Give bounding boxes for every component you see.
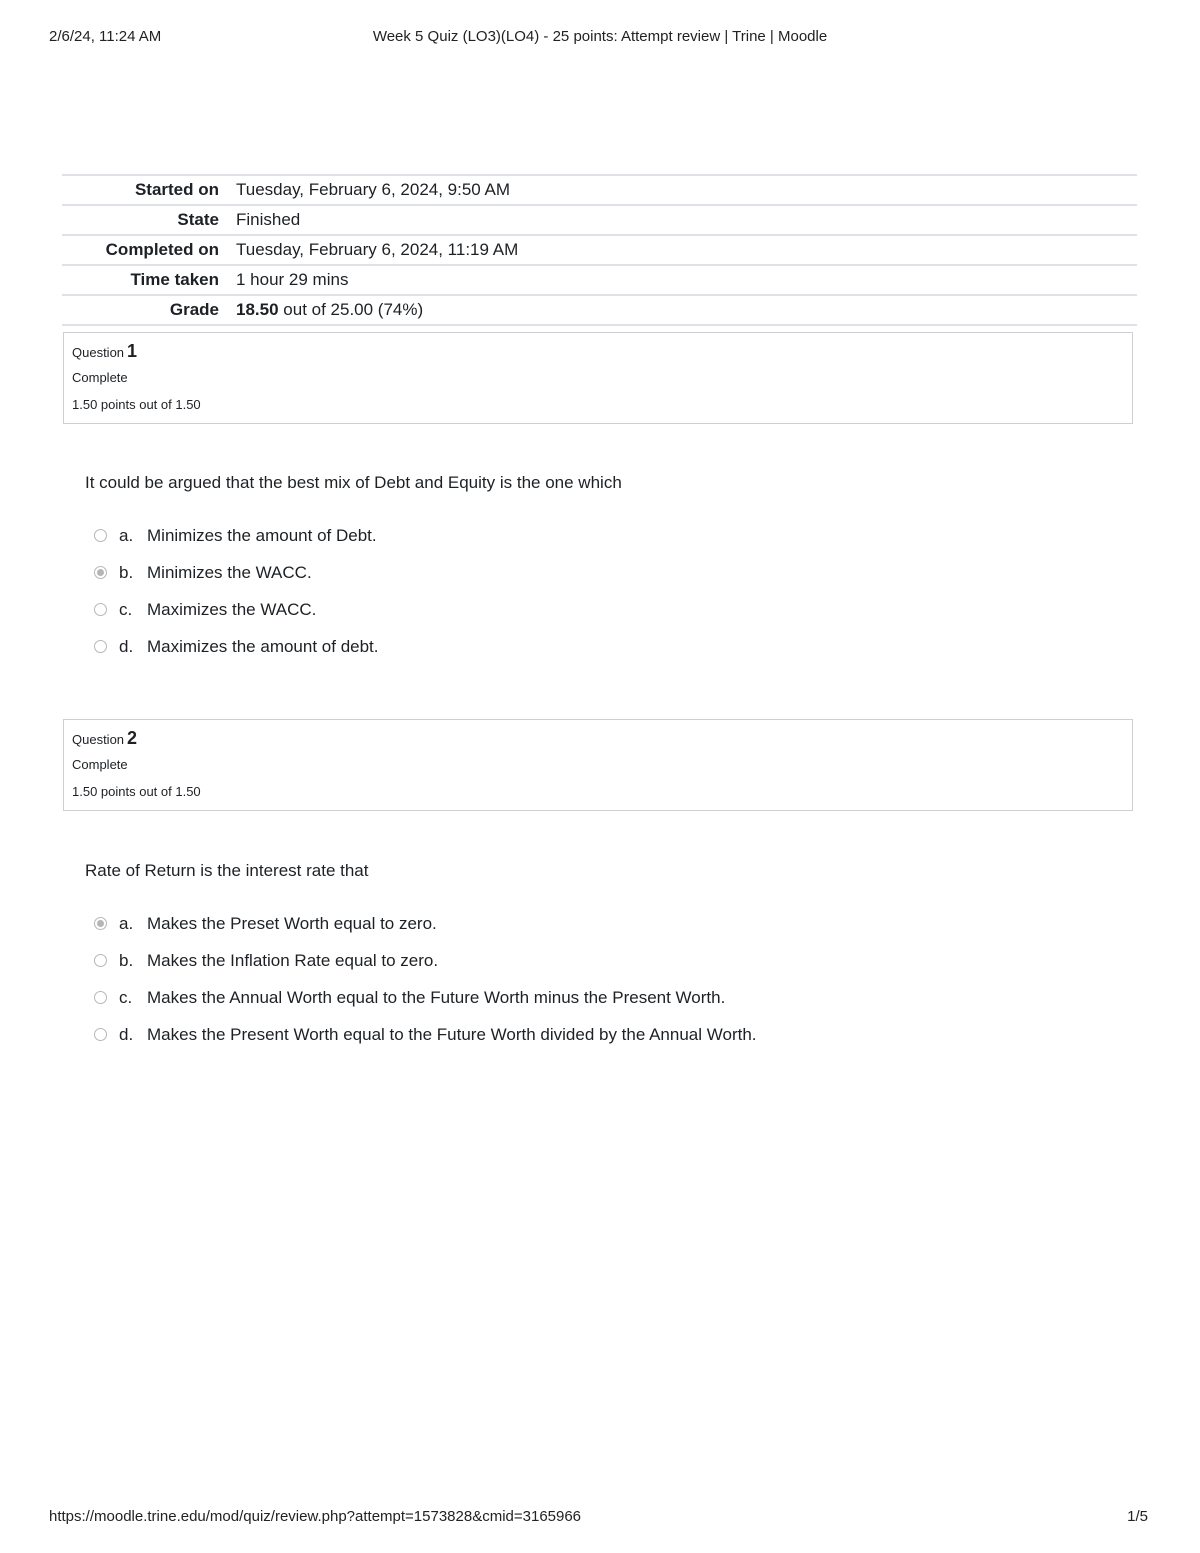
- option-text: Maximizes the WACC.: [147, 599, 317, 619]
- option-text: Minimizes the amount of Debt.: [147, 525, 377, 545]
- option-letter: c.: [119, 987, 133, 1007]
- summary-row-state: [62, 205, 1137, 235]
- option-text: Minimizes the WACC.: [147, 562, 312, 582]
- summary-value: 1 hour 29 mins: [236, 270, 349, 289]
- radio-button[interactable]: [94, 954, 107, 967]
- question-state: Complete: [72, 757, 128, 772]
- question-label: Question: [72, 345, 125, 360]
- question-number: [72, 341, 1124, 362]
- summary-value: Tuesday, February 6, 2024, 11:19 AM: [236, 240, 519, 259]
- summary-value: Tuesday, February 6, 2024, 9:50 AM: [236, 180, 511, 199]
- question-info-2: [63, 719, 1133, 811]
- print-date: 2/6/24, 11:24 AM: [49, 28, 162, 45]
- summary-label: Time taken: [130, 270, 219, 289]
- radio-button[interactable]: [94, 603, 107, 616]
- answer-list-1: [94, 517, 994, 665]
- grade-score: 18.50: [236, 300, 279, 319]
- answer-list-2: [94, 905, 994, 1053]
- question-grade: 1.50 points out of 1.50: [72, 397, 201, 412]
- question-info-1: [63, 332, 1133, 424]
- radio-button[interactable]: [94, 1028, 107, 1041]
- summary-row-completed: [62, 235, 1137, 265]
- question-number: [72, 728, 1124, 749]
- option-text: Maximizes the amount of debt.: [147, 636, 379, 656]
- grade-rest: out of 25.00 (74%): [283, 300, 424, 319]
- answer-option[interactable]: [94, 979, 994, 1016]
- attempt-summary: [62, 174, 1137, 326]
- question-text-2: Rate of Return is the interest rate that: [85, 861, 369, 880]
- summary-value: Finished: [236, 210, 301, 229]
- option-letter: d.: [119, 636, 134, 656]
- answer-option[interactable]: [94, 1016, 994, 1053]
- option-letter: b.: [119, 562, 134, 582]
- print-title: Week 5 Quiz (LO3)(LO4) - 25 points: Attempt review | Trine | Moodle: [372, 28, 828, 45]
- option-text: Makes the Inflation Rate equal to zero.: [147, 950, 439, 970]
- radio-button[interactable]: [94, 991, 107, 1004]
- summary-value: [236, 295, 1137, 325]
- summary-row-started: [62, 175, 1137, 205]
- radio-button[interactable]: [94, 640, 107, 653]
- question-grade: 1.50 points out of 1.50: [72, 784, 201, 799]
- answer-option[interactable]: [94, 591, 994, 628]
- answer-option[interactable]: [94, 942, 994, 979]
- option-letter: a.: [119, 525, 134, 545]
- radio-button-selected[interactable]: [94, 917, 107, 930]
- option-letter: a.: [119, 913, 134, 933]
- question-state: Complete: [72, 370, 128, 385]
- option-letter: d.: [119, 1024, 134, 1044]
- option-text: Makes the Present Worth equal to the Future Worth divided by the Annual Worth.: [147, 1024, 757, 1044]
- radio-button-selected[interactable]: [94, 566, 107, 579]
- question-label: Question: [72, 732, 125, 747]
- question-number-value: 1: [127, 341, 138, 361]
- radio-button[interactable]: [94, 529, 107, 542]
- answer-option[interactable]: [94, 905, 994, 942]
- summary-label: Started on: [134, 180, 219, 199]
- answer-option[interactable]: [94, 554, 994, 591]
- option-letter: b.: [119, 950, 134, 970]
- question-number-value: 2: [127, 728, 138, 748]
- summary-label: Completed on: [105, 240, 219, 259]
- summary-label: State: [177, 210, 219, 229]
- summary-row-grade: [62, 295, 1137, 325]
- option-letter: c.: [119, 599, 133, 619]
- print-url: https://moodle.trine.edu/mod/quiz/review.php?attempt=1573828&cmid=3165966: [49, 1508, 582, 1525]
- summary-label: Grade: [169, 300, 219, 319]
- summary-row-time: [62, 265, 1137, 295]
- option-text: Makes the Annual Worth equal to the Future Worth minus the Present Worth.: [147, 987, 726, 1007]
- answer-option[interactable]: [94, 517, 994, 554]
- answer-option[interactable]: [94, 628, 994, 665]
- question-text-1: It could be argued that the best mix of Debt and Equity is the one which: [85, 473, 622, 492]
- print-page-number: 1/5: [1127, 1508, 1148, 1525]
- option-text: Makes the Preset Worth equal to zero.: [147, 913, 437, 933]
